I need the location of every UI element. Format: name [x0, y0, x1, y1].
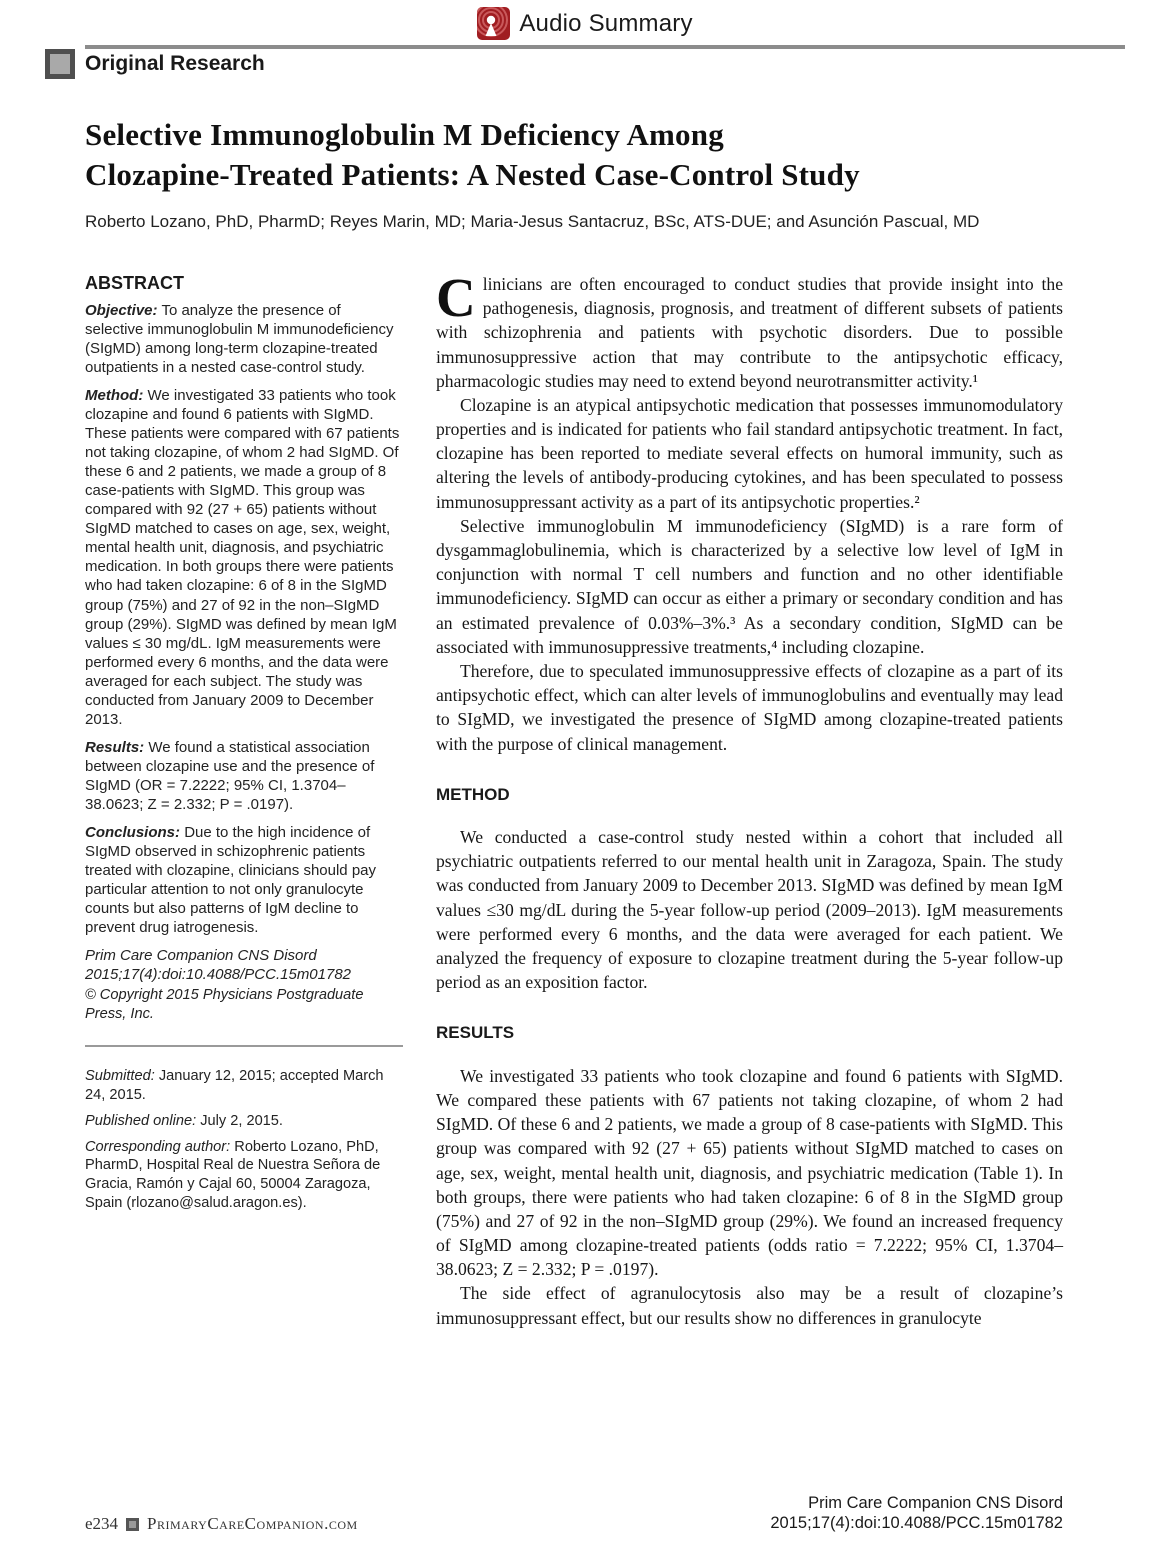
drop-cap: C — [436, 266, 476, 328]
abstract-conclusions-text: Due to the high incidence of SIgMD observed in schizophrenic patients treated with clozapine, clinicians should pay particular attention to not only granulocyte counts but also patterns of IgM decline to prevent drug iatrogenesis. — [85, 824, 376, 937]
article-title — [85, 115, 1063, 195]
abstract-results — [85, 738, 403, 814]
submitted-line — [85, 1067, 403, 1104]
site-name[interactable]: PrimaryCareCompanion.com — [147, 1514, 358, 1533]
method-heading: METHOD — [436, 784, 510, 804]
corresponding-author-line — [85, 1138, 403, 1213]
abstract-objective-text: To analyze the presence of selective immunoglobulin M immunodeficiency (SIgMD) among long-term clozapine-treated outpatients in a nested case-control study. — [85, 301, 394, 376]
journal-citation-line1: Prim Care Companion CNS Disord — [85, 947, 317, 965]
abstract-divider — [85, 1045, 403, 1047]
published-label: Published online: — [85, 1112, 197, 1129]
submitted-label: Submitted: — [85, 1068, 155, 1085]
abstract-method — [85, 386, 403, 729]
results-paragraph-1: We investigated 33 patients who took clozapine and found 6 patients with SIgMD. We compared these patients with 67 patients not taking clozapine, of whom 2 had SIgMD. Of these 6 and 2 patients, we made a group of 8 case-patients with SIgMD. This group was compared with 92 (27 + 65) patients without SIgMD matched to cases on age, sex, weight, mental health unit, diagnosis, and psychiatric medication (Table 1). In both groups, there were patients who had taken clozapine: 6 of 8 in the SIgMD group (75%) and 27 of 92 in the non–SIgMD group (29%). We found an increased frequency of SIgMD among clozapine-treated patients (odds ratio = 7.2222; 95% CI, 1.3704–38.0623; Z = 2.332; P = .0197). — [436, 1065, 1063, 1280]
journal-name: Prim Care Companion CNS Disord — [808, 1493, 1063, 1512]
audio-waves-icon[interactable] — [477, 7, 510, 40]
submitted-text: January 12, 2015; accepted March 24, 2015. — [85, 1068, 384, 1104]
intro-paragraph-2: Clozapine is an atypical antipsychotic medication that possesses immunomodulatory properties and is indicated for patients who fail standard antipsychotic treatment. In fact, clozapine has been reported to mediate several effects on humoral immunity, such as altering the levels of antibody-producing cytokines, and has been speculated to possess immunosuppressant activity as a part of its antipsychotic properties.² — [436, 394, 1063, 512]
footer-left — [85, 1514, 358, 1534]
audio-summary-header — [0, 0, 1170, 42]
abstract-objective-label: Objective: — [85, 301, 158, 319]
abstract-method-text: We investigated 33 patients who took clozapine and found 6 patients with SIgMD. These patients were compared with 67 patients not taking clozapine, of whom 2 had SIgMD. Of these 6 and 2 patients, we made a group of 8 case-patients with SIgMD. This group was compared with 92 (27 + 65) patients without SIgMD matched to cases on age, sex, weight, mental health unit, diagnosis, and psychiatric medication. In both groups there were patients who had taken clozapine: 6 of 8 in the SIgMD group (75%) and 27 of 92 in the non–SIgMD group (29%). SIgMD was defined by mean IgM values ≤ 30 mg/dL. IgM measurements were performed every 6 months, and the data were averaged for each subject. The study was conducted from January 2009 to December 2013. — [85, 387, 400, 728]
title-block — [85, 115, 1063, 232]
journal-doi: 2015;17(4):doi:10.4088/PCC.15m01782 — [770, 1514, 1063, 1533]
results-heading: RESULTS — [436, 1023, 515, 1043]
intro-paragraph-1 — [436, 266, 1063, 393]
intro-paragraph-4: Therefore, due to speculated immunosuppressive effects of clozapine as a part of its antipsychotic effect, which can alter levels of immunoglobulins and eventually may lead to SIgMD, we investigated the presence of SIgMD among clozapine-treated patients with the purpose of clinical management. — [436, 660, 1063, 754]
page-number: e234 — [85, 1514, 119, 1533]
section-square-icon — [45, 49, 75, 79]
abstract-conclusions-label: Conclusions: — [85, 824, 181, 842]
published-text: July 2, 2015. — [200, 1112, 283, 1129]
footer-journal-info — [770, 1493, 1063, 1534]
corresponding-author-label: Corresponding author: — [85, 1138, 231, 1155]
band-rule — [85, 45, 1125, 76]
abstract-results-text: We found a statistical association between clozapine use and the presence of SIgMD (OR = 7.2222; 95% CI, 1.3704–38.0623; Z = 2.332; P = .0197). — [85, 738, 375, 813]
intro-paragraph-3: Selective immunoglobulin M immunodeficiency (SIgMD) is a rare form of dysgammaglobulinemia, which is characterized by a selective low level of IgM in conjunction with normal T cell numbers and function and no other identifiable immunodeficiency. SIgMD can occur as either a primary or secondary condition and has an estimated prevalence of 0.03%–3%.³ As a secondary condition, SIgMD can be associated with immunosuppressive treatments,⁴ including clozapine. — [436, 515, 1063, 657]
article-title-line2: Clozapine-Treated Patients: A Nested Case-Control Study — [85, 156, 860, 192]
published-line — [85, 1112, 403, 1131]
abstract-conclusions — [85, 823, 403, 937]
results-paragraph-2: The side effect of agranulocytosis also may be a result of clozapine’s immunosuppressant effect, but our results show no differences in granulocyte — [436, 1283, 1063, 1328]
intro-paragraph-1-text: linicians are often encouraged to conduct studies that provide insight into the pathogenesis, diagnosis, prognosis, and treatment of different subsets of patients with schizophrenia and patients with psychotic disorders. Due to possible immunosuppressive action that may contribute to the antipsychotic efficacy, pharmacologic studies may need to extend beyond neurotransmitter activity.¹ — [436, 273, 1063, 391]
footer-square-icon — [126, 1518, 139, 1531]
article-type-heading: Original Research — [85, 52, 265, 75]
copyright-notice: © Copyright 2015 Physicians Postgraduate Press, Inc. — [85, 987, 364, 1022]
original-research-band — [45, 45, 1125, 79]
article-columns — [85, 266, 1063, 1330]
abstract-method-label: Method: — [85, 387, 144, 405]
main-text-column — [436, 266, 1063, 1330]
method-paragraph-1: We conducted a case-control study nested within a cohort that included all psychiatric outpatients referred to our mental health unit in Zaragoza, Spain. The study was conducted from January 2009 to December 2013. SIgMD was defined by mean IgM values ≤30 mg/dL during the 5-year follow-up period (2009–2013). IgM measurements were performed every 6 months, and the data were averaged for each patient. We analyzed the frequency of exposure to clozapine treatment during the 5-year follow-up period as an exposition factor. — [436, 827, 1063, 993]
abstract-column — [85, 272, 403, 1330]
journal-citation-line2: 2015;17(4):doi:10.4088/PCC.15m01782 — [85, 966, 352, 984]
journal-citation — [85, 946, 403, 984]
abstract-objective — [85, 301, 403, 377]
article-title-line1: Selective Immunoglobulin M Deficiency Among — [85, 117, 724, 152]
corresponding-author-text: Roberto Lozano, PhD, PharmD, Hospital Real de Nuestra Señora de Gracia, Ramón y Cajal 60, 50004 Zaragoza, Spain (rlozano@salud.aragon.es). — [85, 1138, 381, 1211]
abstract-heading: ABSTRACT — [85, 272, 184, 293]
abstract-results-label: Results: — [85, 738, 145, 756]
page-footer — [85, 1493, 1063, 1534]
author-byline: Roberto Lozano, PhD, PharmD; Reyes Marin, MD; Maria-Jesus Santacruz, BSc, ATS-DUE; and Asunción Pascual, MD — [85, 211, 980, 231]
audio-summary-label[interactable]: Audio Summary — [519, 9, 693, 37]
